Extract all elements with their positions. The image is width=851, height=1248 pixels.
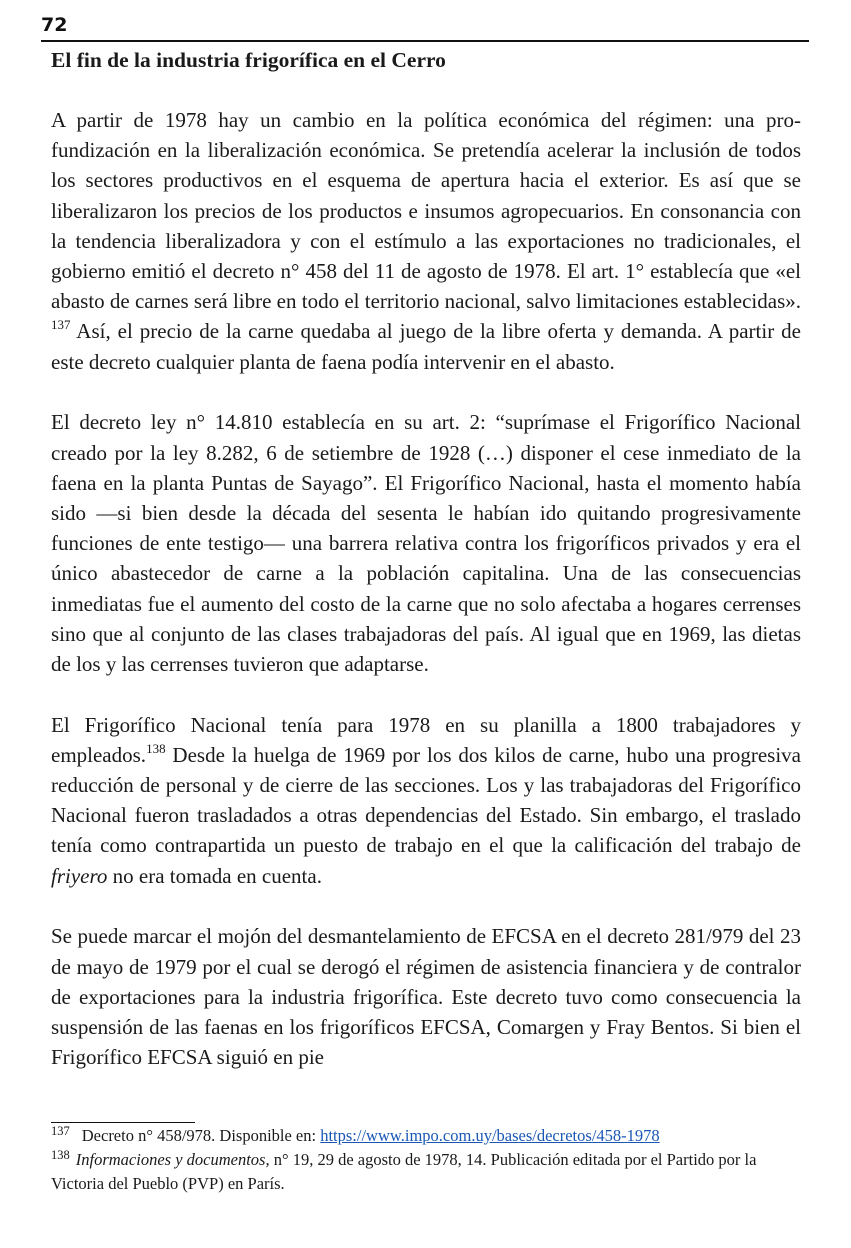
- footnote-rule: [51, 1122, 195, 1123]
- footnote-reference: 137: [51, 317, 71, 333]
- paragraph: [51, 407, 801, 679]
- footnotes: [51, 1124, 803, 1196]
- footnote-137: [51, 1124, 803, 1148]
- footnote-number: 138: [51, 1148, 70, 1162]
- emphasis-text: friyero: [51, 863, 108, 888]
- section-title: El fin de la industria frigorífica en el Cerro: [51, 48, 446, 72]
- footnote-138: [51, 1148, 803, 1196]
- footnote-text: n° 19, 29 de agosto de 1978, 14. Publicación editada por el Partido por la Victoria del Pueblo (PVP) en París.: [51, 1150, 757, 1193]
- paragraph-text: no era tomada en cuenta.: [107, 863, 322, 888]
- paragraph: [51, 710, 801, 891]
- footnote-reference: 138: [146, 740, 166, 756]
- paragraph: [51, 105, 801, 377]
- paragraph-text: A partir de 1978 hay un cambio en la política económica del régimen: una profundización en la liberalización económica. Se pretendía acelerar la inclusión de todos los sectores productivos en el esquema de apertura hacia el exterior. Es así que se liberalizaron los precios de los productos e insumos agropecuarios. En consonancia con la tendencia liberalizadora y con el estímulo a las exportaciones no tradicionales, el gobierno emitió el decreto n° 458 del 11 de agosto de 1978. El art. 1° establecía que «el abasto de carnes será libre en todo el territorio nacional, salvo limitaciones establecidas».: [51, 108, 801, 314]
- paragraph: [51, 921, 801, 1072]
- main-content: [51, 45, 801, 1072]
- paragraph-text: Así, el precio de la carne quedaba al juego de la libre oferta y demanda. A partir de este decreto cualquier planta de faena podía intervenir en el abasto.: [51, 319, 801, 374]
- footnote-source-title: Informaciones y documentos,: [75, 1150, 270, 1169]
- page-number: 72: [41, 14, 68, 36]
- footnote-link[interactable]: https://www.impo.com.uy/bases/decretos/458-1978: [320, 1126, 660, 1145]
- paragraph-text: Desde la huelga de 1969 por los dos kilos de carne, hubo una progresiva reducción de personal y de cierre de las secciones. Los y las trabajadoras del Frigorífico Nacional fueron trasladados a otras dependencias del Estado. Sin embargo, el traslado tenía como contrapartida un puesto de trabajo en el que la calificación del trabajo de: [51, 742, 801, 858]
- header-rule: [41, 40, 809, 42]
- footnote-number: 137: [51, 1124, 70, 1138]
- paragraph-text: El decreto ley n° 14.810 establecía en su art. 2: “suprímase el Frigorífico Nacional creado por la ley 8.282, 6 de setiembre de 1928 (…) disponer el cese inmediato de la faena en la planta Puntas de Sayago”. El Frigorífico Nacional, hasta el momento había sido —si bien desde la década del sesenta le habían ido quitando progresivamente funciones de ente testigo— una barrera relativa contra los frigoríficos privados y era el único abastecedor de carne a la población capitalina. Una de las consecuencias inmediatas fue el aumento del costo de la carne que no solo afectaba a hogares cerrenses sino que al conjunto de las clases trabajadoras del país. Al igual que en 1969, las dietas de los y las cerrenses tuvieron que adaptarse.: [51, 410, 801, 676]
- paragraph-text: El Frigorífico Nacional tenía para 1978 en su planilla a 1800 trabajadores y empleados.: [51, 712, 801, 767]
- footnote-text: Decreto n° 458/978. Disponible en:: [81, 1126, 321, 1145]
- paragraph-text: Se puede marcar el mojón del desmantelamiento de EFCSA en el decreto 281/979 del 23 de mayo de 1979 por el cual se derogó el régimen de asistencia financiera y de contralor de exportaciones para la industria frigorífica. Este decreto tuvo como consecuencia la suspensión de las faenas en los frigoríficos EFCSA, Comargen y Fray Bentos. Si bien el Frigorífico EFCSA siguió en pie: [51, 924, 801, 1070]
